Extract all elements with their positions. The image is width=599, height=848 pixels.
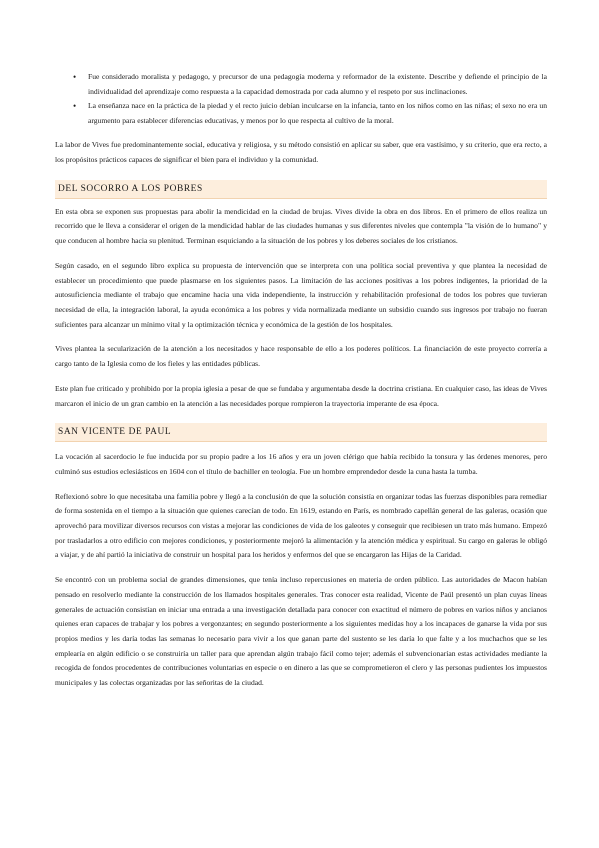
paragraph: Vives plantea la secularización de la atención a los necesitados y hace responsable de ello a los poderes políticos. La financiación de este proyecto correría a cargo tanto de la Iglesia como de los fieles y las entidades públicas. xyxy=(55,344,547,369)
paragraph: Reflexionó sobre lo que necesitaba una familia pobre y llegó a la conclusión de que la solución consistía en organizar todas las fuerzas disponibles para remediar de forma sostenida en el tiempo a la situación que quienes carecían de todo. En 1619, estando en París, es nombrado capellán general de las galeras, ocasión que aprovechó para movilizar diversos recursos con vistas a mejorar las condiciones de vida de los galeotes y conseguir que recibiesen un trato más humano. Empezó por trasladarlos a otro edificio con mejores condiciones, y posteriormente mejoró la alimentación y la atención médica y espiritual. Su cargo en galeras le obligó a viajar, y de ahí partió la iniciativa de construir un hospital para los heridos y enfermos del que se encargaron las Hijas de la Caridad. xyxy=(55,491,547,560)
intro-paragraph: La labor de Vives fue predominantemente social, educativa y religiosa, y su método consistió en aplicar su saber, que era vastísimo, y su criterio, que era recto, a los propósitos prácticos capaces de significar el bien para el individuo y la comunidad. xyxy=(55,140,547,165)
paragraph: La vocación al sacerdocio le fue inducida por su propio padre a los 16 años y era un joven clérigo que había recibido la tonsura y las órdenes menores, pero culminó sus estudios eclesiásticos en 1604 con el título de bachiller en teología. Fue un hombre emprendedor desde la cuna hasta la tumba. xyxy=(55,452,547,476)
bullet-list xyxy=(55,70,547,128)
paragraph: En esta obra se exponen sus propuestas para abolir la mendicidad en la ciudad de brujas. Vives divide la obra en dos libros. En el primero de ellos realiza un recorrido que le lleva a considerar el origen de la mendicidad hablar de las ciudades humanas y sus diferentes niveles que contempla "la visión de lo humano" y que conducen al hombre hacia su plenitud. Terminan esquiciando a la situación de los pobres y los deberes sociales de los cristianos. xyxy=(55,206,547,246)
section-title: DEL SOCORRO A LOS POBRES xyxy=(58,183,203,194)
paragraph: Este plan fue criticado y prohibido por la propia iglesia a pesar de que se fundaba y argumentaba desde la doctrina cristiana. En cualquier caso, las ideas de Vives marcaron el inicio de un gran cambio en la atención a las necesidades porque rompieron la trayectoria imperante de esa época. xyxy=(55,383,547,408)
page-content xyxy=(55,70,547,691)
section-title: SAN VICENTE DE PAUL xyxy=(58,427,172,438)
paragraph: Se encontró con un problema social de grandes dimensiones, que tenía incluso repercusiones en materia de orden público. Las autoridades de Macon habían pensado en resolverlo mediante la construcción de los llamados hospitales generales. Tras conocer esta realidad, Vicente de Paúl presentó un plan cuyas líneas generales de actuación consistían en iniciar una entrada a una investigación detallada para conocer con exactitud el número de pobres en varios niños y ancianos quienes eran capaces de trabajar y los pobres a vergonzantes; en segundo posteriormente a los siguientes medidas hoy a los incapaces de ganarse la vida por sus propios medios y les daría todas las semanas lo necesario para vivir a los que ganan parte del sustento se les daría lo que falte y a los muchachos que se les emplearía en algún edificio o se construiría un taller para que aprendan algún trabajo fácil como tejer; además el subvencionarían estas actividades mediante la recogida de fondos procedentes de contribuciones voluntarias en especie o en dinero a las que se comprometieron el clero y las personas pudientes los impuestos municipales y las colectas organizadas por las señoritas de la ciudad. xyxy=(55,575,547,688)
bullet-item: • La enseñanza nace en la práctica de la piedad y el recto juicio debían inculcarse en la infancia, tanto en los niños como en las niñas; el sexo no era un argumento para establecer diferencias educativas, y menos por lo que respecta al cultivo de la moral. xyxy=(88,99,547,128)
section-heading-socorro xyxy=(55,180,547,199)
paragraph: Según casado, en el segundo libro explica su propuesta de intervención que se interpreta con una política social preventiva y que plantea la necesidad de establecer un procedimiento que puede plasmarse en los siguientes pasos. La limitación de las acciones positivas a los pobres indigentes, la prioridad de la autosuficiencia mediante el trabajo que encamine hacia una vida independiente, la instrucción y rehabilitación profesional de todos los pobres que tuvieran necesidad de ella, la integración laboral, la ayuda económica a los pobres y vida normalizada mediante un subsidio cuando sus ingresos por trabajo no fueran suficientes para alcanzar un mínimo vital y la optimización técnica y económica de la gestión de los hospitales. xyxy=(55,260,547,329)
section-heading-san-vicente xyxy=(55,423,547,442)
bullet-item: • Fue considerado moralista y pedagogo, y precursor de una pedagogía moderna y reformador de la existente. Describe y defiende el principio de la individualidad del aprendizaje como respuesta a la capacidad demostrada por cada alumno y el respeto por sus inclinaciones. xyxy=(88,70,547,99)
